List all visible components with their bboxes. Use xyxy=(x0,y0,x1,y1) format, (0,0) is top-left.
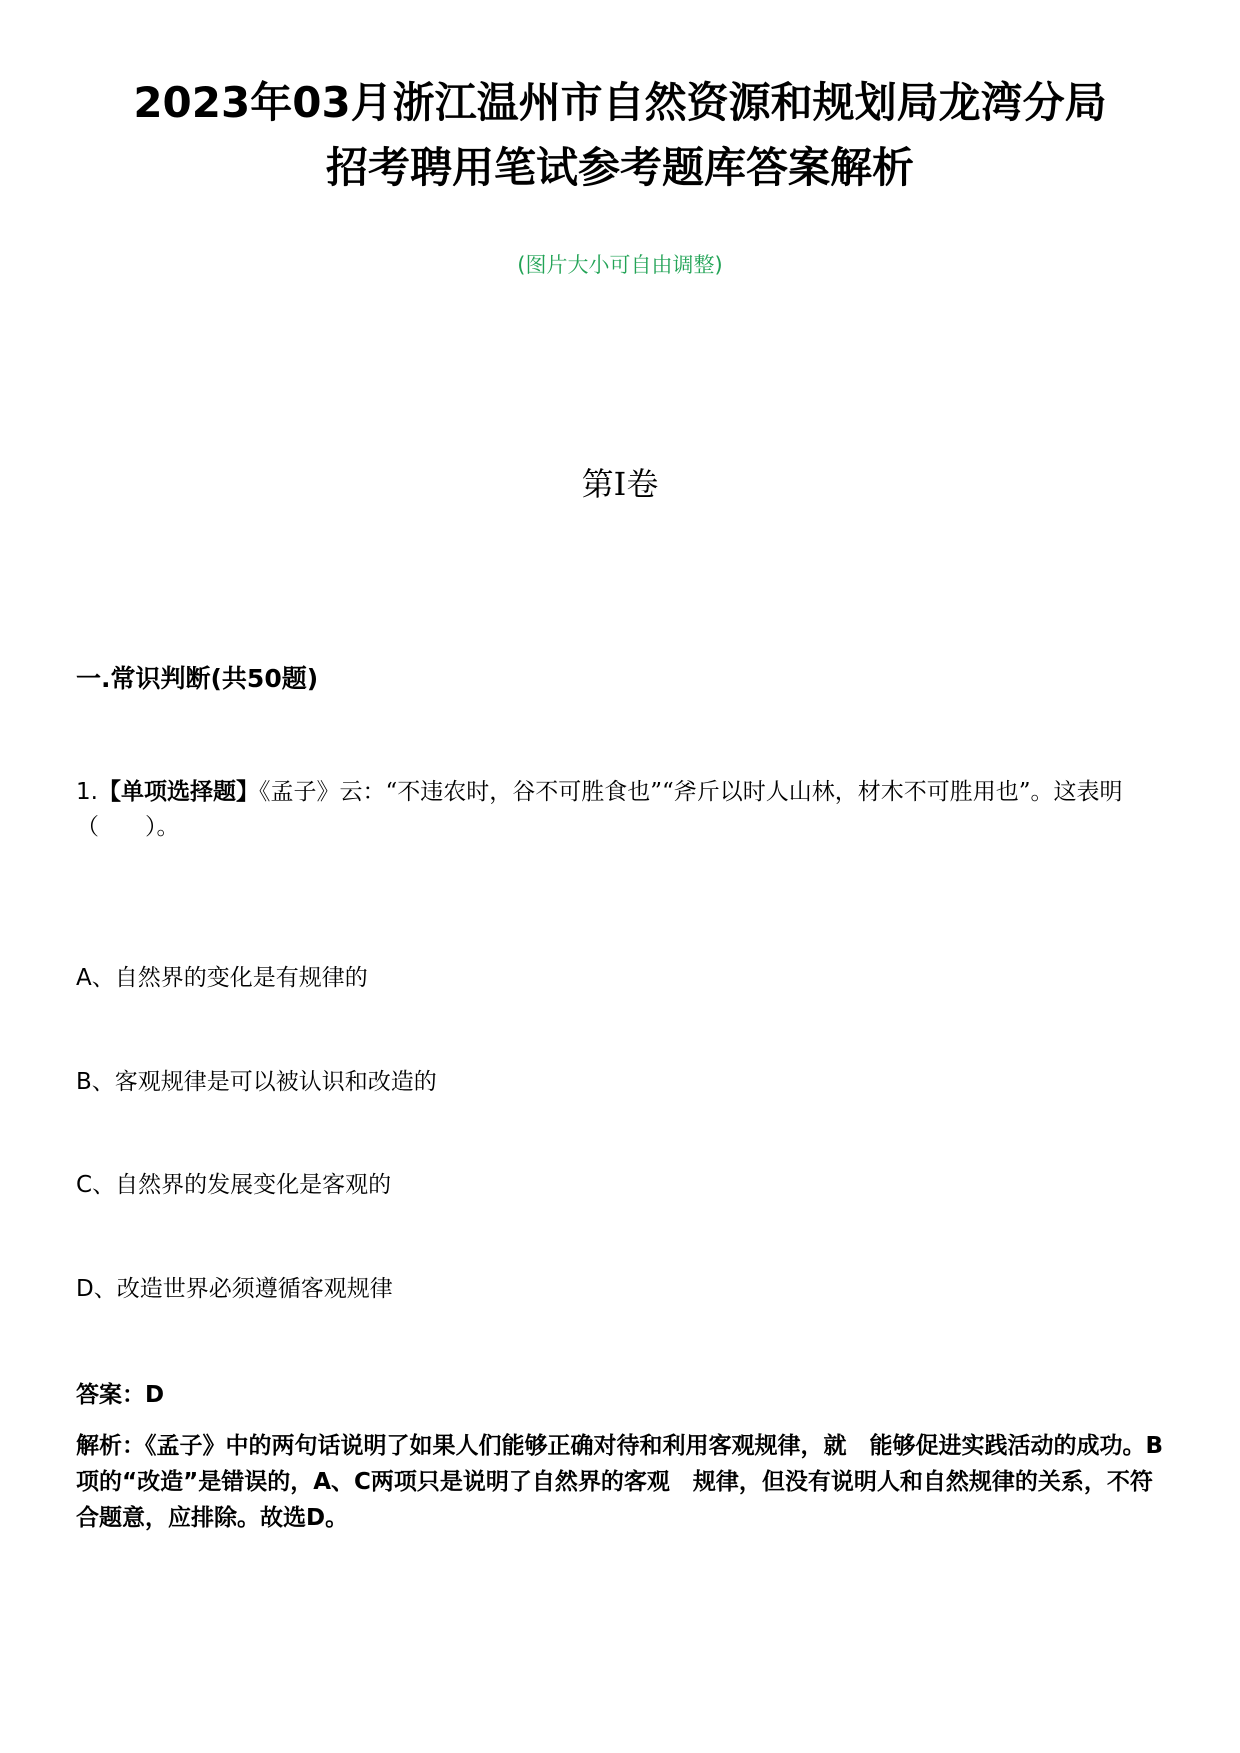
option-c xyxy=(76,1168,391,1202)
image-size-note: (图片大小可自由调整) xyxy=(517,253,723,277)
option-text: 、自然界的变化是有规律的 xyxy=(91,965,368,991)
option-letter: A xyxy=(76,965,92,991)
option-text: 、改造世界必须遵循客观规律 xyxy=(93,1276,393,1302)
question-type-tag: 【单项选择题】 xyxy=(97,779,259,805)
option-letter: D xyxy=(76,1276,94,1302)
answer-label: 答案： xyxy=(76,1382,145,1408)
option-letter: B xyxy=(76,1069,92,1095)
question-stem xyxy=(76,775,1166,845)
answer-value: D xyxy=(145,1382,165,1408)
option-letter: C xyxy=(76,1172,93,1198)
document-title-line-1: 2023年03月浙江温州市自然资源和规划局龙湾分局 xyxy=(133,78,1107,127)
analysis-text: 解析：《孟子》中的两句话说明了如果人们能够正确对待和利用客观规律，就 能够促进实践活动的成功。B项的“改造”是错误的，A、C两项只是说明了自然界的客观 规律，但没有说明人和自然规律的关系，不符合题意，应排除。故选D。 xyxy=(76,1433,1164,1531)
option-d xyxy=(76,1272,393,1306)
answer-line xyxy=(76,1378,164,1412)
section-heading: 一.常识判断(共50题) xyxy=(76,664,319,693)
option-b xyxy=(76,1065,437,1099)
document-title-line-2: 招考聘用笔试参考题库答案解析 xyxy=(325,143,914,192)
option-text: 、自然界的发展变化是客观的 xyxy=(92,1172,392,1198)
option-a xyxy=(76,961,368,995)
option-text: 、客观规律是可以被认识和改造的 xyxy=(91,1069,437,1095)
volume-heading: 第Ⅰ卷 xyxy=(581,465,659,503)
question-number: 1. xyxy=(76,779,98,805)
question-text: 《孟子》云：“不违农时，谷不可胜食也”“斧斤以时人山林，材木不可胜用也”。这表明（ ）。 xyxy=(76,779,1123,840)
